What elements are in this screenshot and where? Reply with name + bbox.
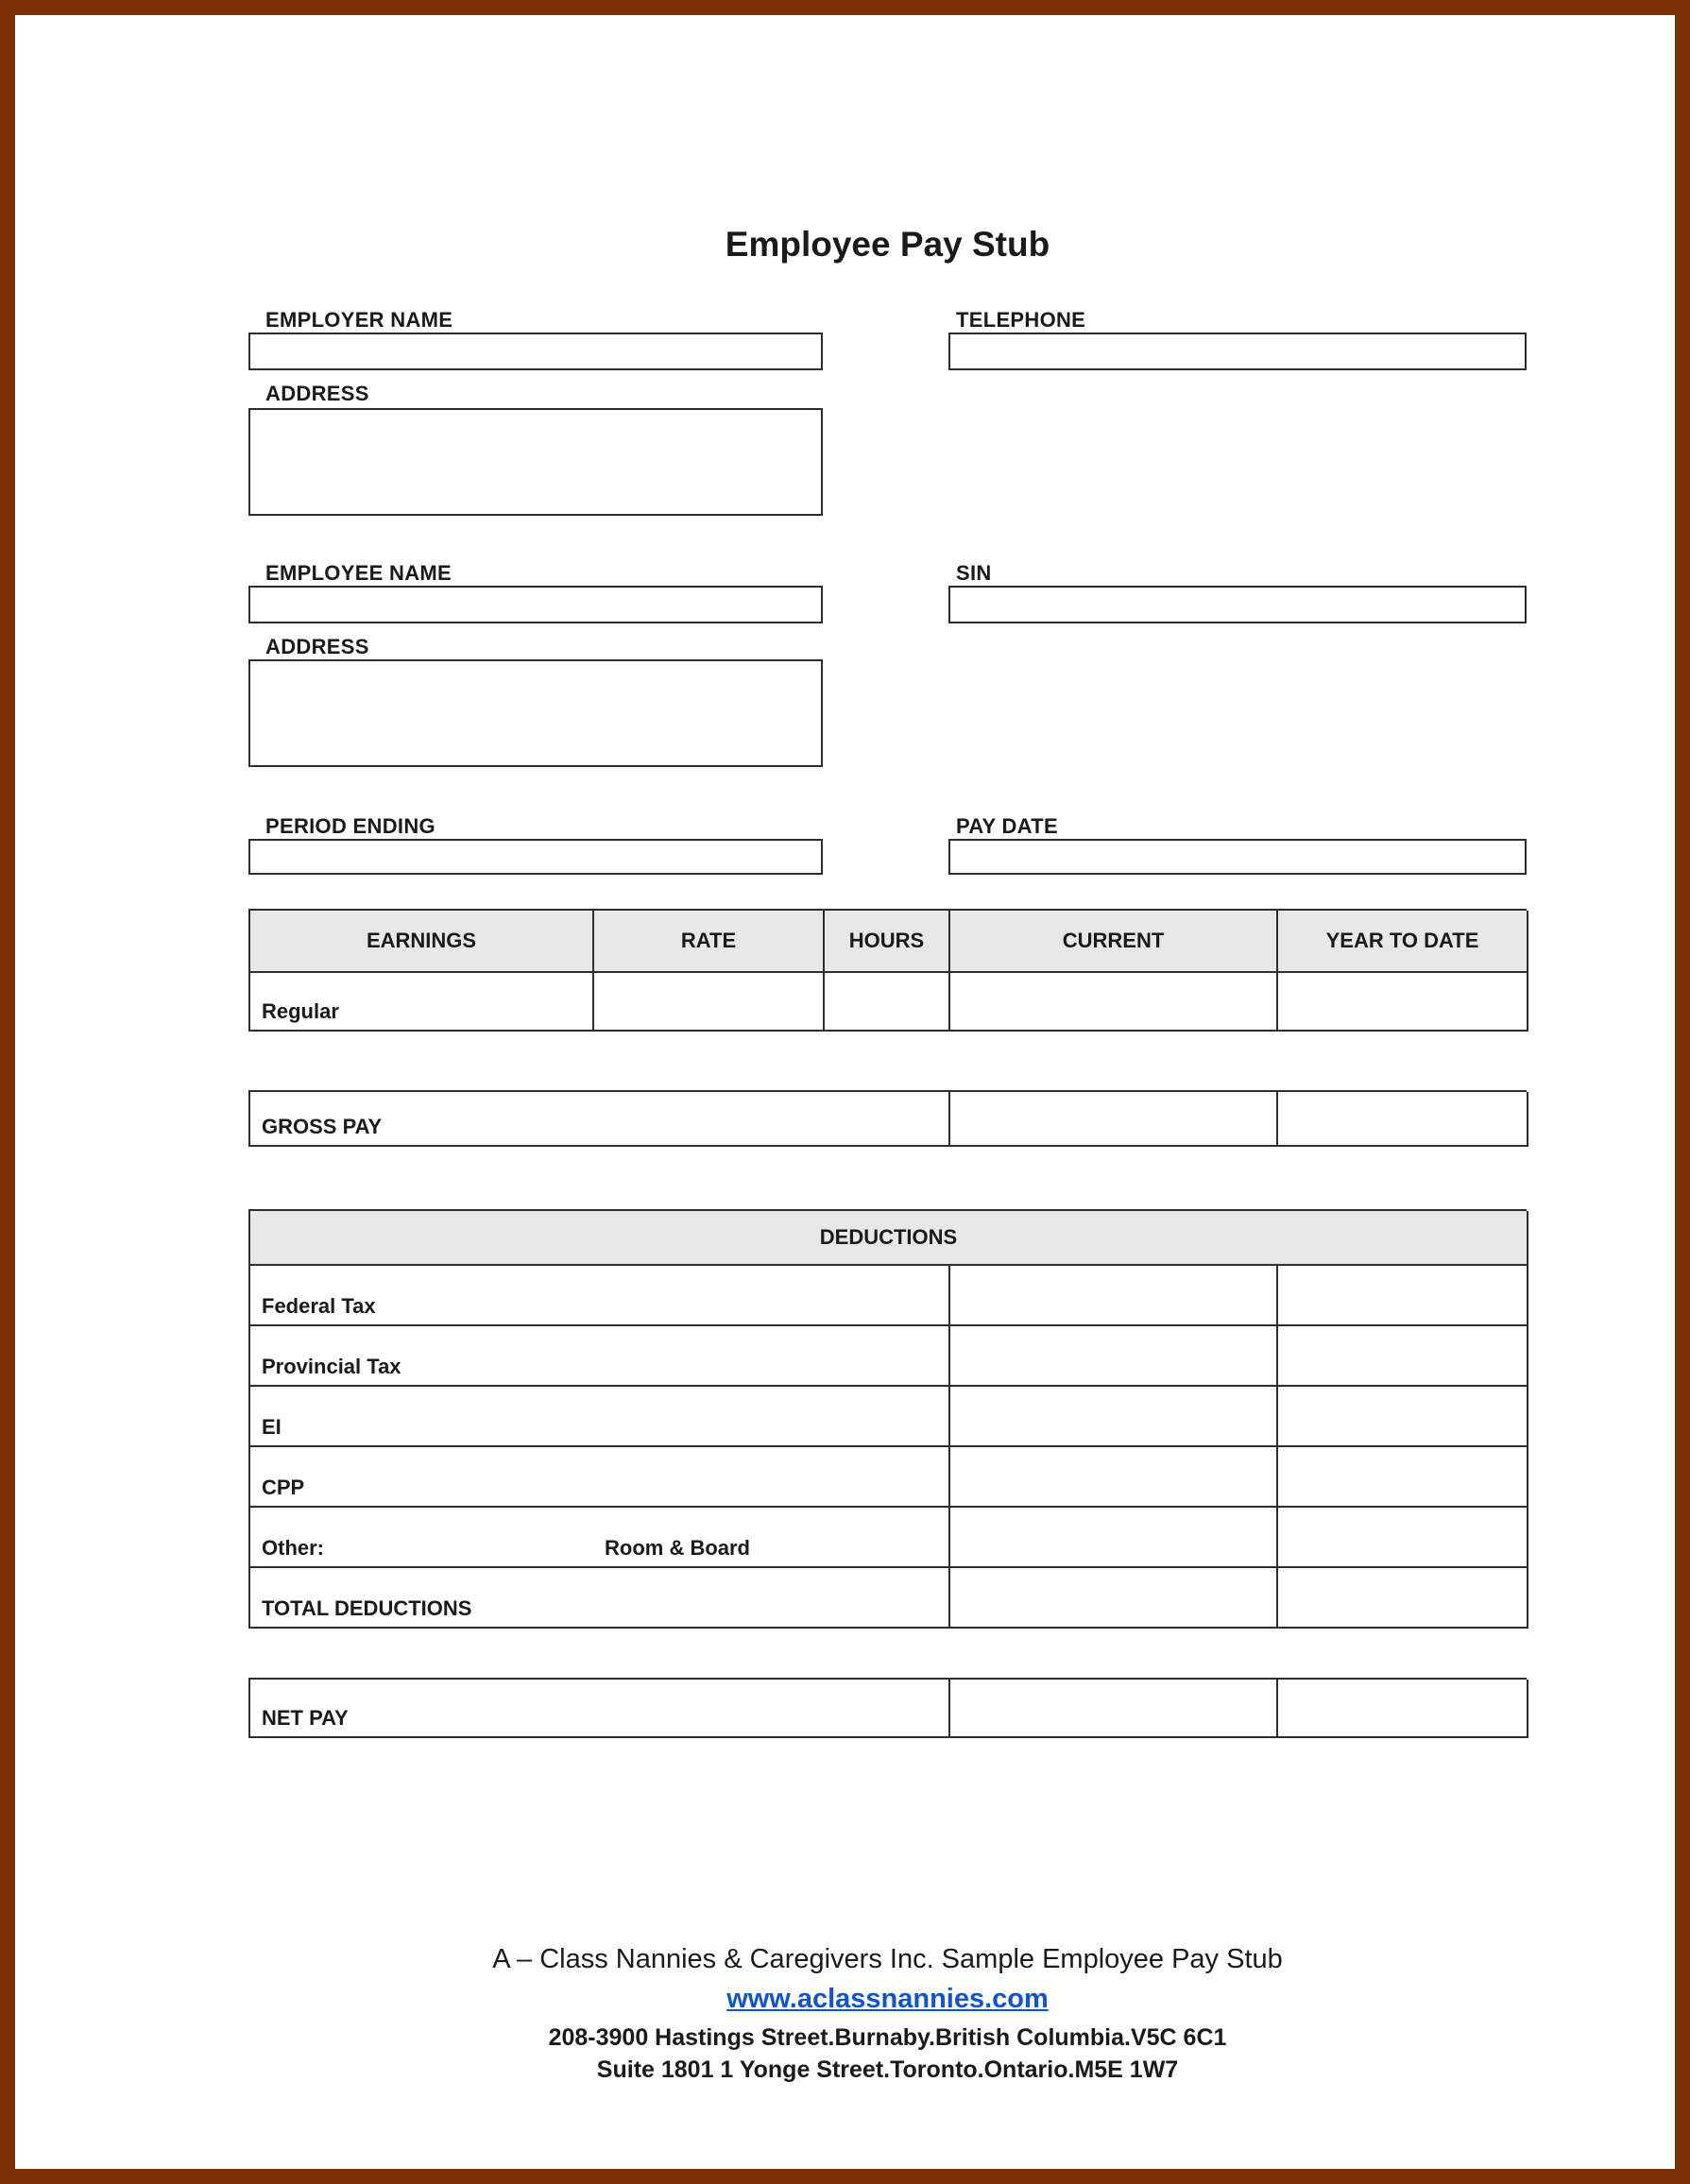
earnings-rate-cell[interactable]: [594, 973, 825, 1032]
period-ending-field[interactable]: [248, 839, 823, 875]
pay-date-field[interactable]: [948, 839, 1527, 875]
deduction-row-label-other: [250, 1508, 950, 1568]
deduction-current-cell[interactable]: [950, 1387, 1278, 1447]
net-pay-current-cell[interactable]: [950, 1680, 1278, 1738]
deduction-current-cell[interactable]: [950, 1326, 1278, 1387]
telephone-field[interactable]: [948, 333, 1527, 370]
employer-address-label: ADDRESS: [265, 382, 369, 405]
net-pay-row: [248, 1678, 1527, 1738]
deduction-current-cell[interactable]: [950, 1447, 1278, 1508]
earnings-header-current: CURRENT: [950, 911, 1278, 973]
earnings-ytd-cell[interactable]: [1278, 973, 1528, 1032]
employee-address-label: ADDRESS: [265, 635, 369, 658]
sin-field[interactable]: [948, 586, 1527, 623]
deduction-current-cell[interactable]: [950, 1508, 1278, 1568]
footer-address-line-2: Suite 1801 1 Yonge Street.Toronto.Ontario.M5E 1W7: [596, 2056, 1179, 2083]
footer-company-line: A – Class Nannies & Caregivers Inc. Sample Employee Pay Stub: [492, 1944, 1283, 1974]
deduction-ytd-cell[interactable]: [1278, 1447, 1528, 1508]
deduction-row-label: EI: [250, 1387, 950, 1447]
telephone-label: TELEPHONE: [956, 308, 1086, 332]
deduction-other-sublabel: Room & Board: [605, 1536, 750, 1560]
deduction-row-label: CPP: [250, 1447, 950, 1508]
gross-pay-label: GROSS PAY: [250, 1092, 950, 1147]
footer-website-line: [248, 1984, 1527, 2015]
net-pay-ytd-cell[interactable]: [1278, 1680, 1528, 1738]
deductions-header: DEDUCTIONS: [250, 1211, 1528, 1266]
total-deductions-current-cell[interactable]: [950, 1568, 1278, 1629]
employee-name-field[interactable]: [248, 586, 823, 623]
earnings-header-rate: RATE: [594, 911, 825, 973]
deduction-ytd-cell[interactable]: [1278, 1266, 1528, 1326]
employer-name-label: EMPLOYER NAME: [265, 308, 453, 332]
earnings-header-earnings: EARNINGS: [250, 911, 594, 973]
deduction-other-label: Other:: [262, 1536, 324, 1560]
pay-date-label: PAY DATE: [956, 814, 1058, 838]
employee-name-label: EMPLOYEE NAME: [265, 561, 452, 585]
deduction-row-label: Federal Tax: [250, 1266, 950, 1326]
employer-name-field[interactable]: [248, 333, 823, 370]
gross-pay-ytd-cell[interactable]: [1278, 1092, 1528, 1147]
deduction-ytd-cell[interactable]: [1278, 1326, 1528, 1387]
earnings-row-label: Regular: [250, 973, 594, 1032]
earnings-hours-cell[interactable]: [825, 973, 950, 1032]
employer-address-field[interactable]: [248, 408, 823, 516]
employee-address-field[interactable]: [248, 659, 823, 767]
deductions-table: [248, 1209, 1527, 1629]
deduction-current-cell[interactable]: [950, 1266, 1278, 1326]
total-deductions-ytd-cell[interactable]: [1278, 1568, 1528, 1629]
earnings-table: [248, 909, 1527, 1032]
earnings-header-ytd: YEAR TO DATE: [1278, 911, 1528, 973]
footer-address-line-1: 208-3900 Hastings Street.Burnaby.British Columbia.V5C 6C1: [548, 2024, 1227, 2051]
period-ending-label: PERIOD ENDING: [265, 814, 435, 838]
deduction-ytd-cell[interactable]: [1278, 1508, 1528, 1568]
total-deductions-label: TOTAL DEDUCTIONS: [250, 1568, 950, 1629]
deduction-ytd-cell[interactable]: [1278, 1387, 1528, 1447]
earnings-current-cell[interactable]: [950, 973, 1278, 1032]
gross-pay-row: [248, 1090, 1527, 1147]
website-link[interactable]: www.aclassnannies.com: [726, 1984, 1049, 2014]
net-pay-label: NET PAY: [250, 1680, 950, 1738]
deduction-row-label: Provincial Tax: [250, 1326, 950, 1387]
earnings-header-hours: HOURS: [825, 911, 950, 973]
sin-label: SIN: [956, 561, 992, 585]
gross-pay-current-cell[interactable]: [950, 1092, 1278, 1147]
page-title: Employee Pay Stub: [725, 225, 1050, 264]
